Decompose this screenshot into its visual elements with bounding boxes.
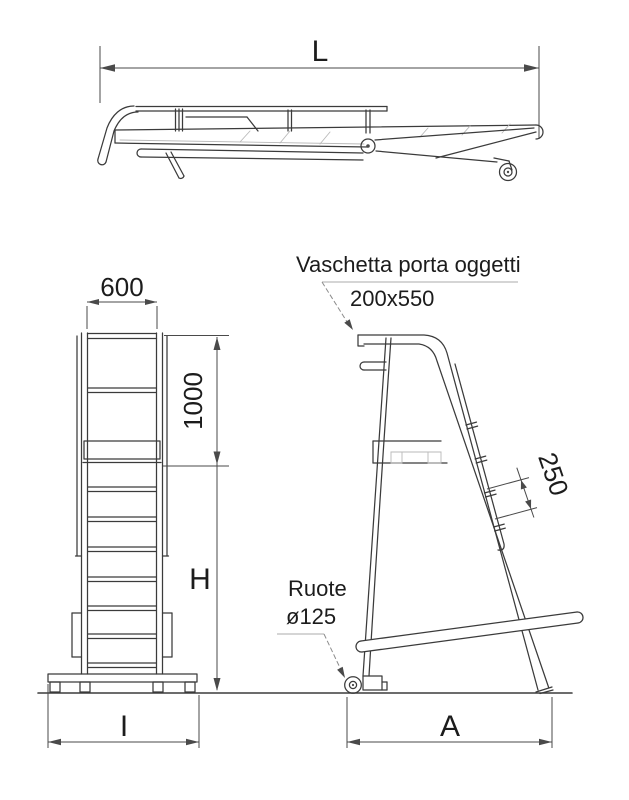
dim-width-600	[87, 272, 157, 329]
dim-label-L: L	[311, 35, 329, 68]
wheels-note-text: Ruote	[288, 576, 347, 601]
note-tray	[296, 252, 521, 330]
dim-label-250: 250	[532, 448, 575, 500]
dim-step-spacing-250	[487, 449, 575, 519]
front-view	[48, 333, 197, 692]
side-wheel	[345, 676, 387, 693]
note-wheels	[277, 576, 347, 678]
dim-label-1000: 1000	[178, 372, 208, 430]
dim-label-600: 600	[100, 272, 144, 302]
dim-total-height-H	[189, 563, 220, 691]
dim-label-H: H	[189, 563, 211, 596]
tray-front	[83, 441, 161, 463]
dim-label-A: A	[439, 710, 461, 743]
front-rungs	[88, 388, 156, 668]
dim-upper-height-1000	[163, 336, 229, 691]
pull-bar	[356, 612, 583, 652]
base	[48, 674, 197, 692]
folded-ladder-view	[98, 106, 543, 181]
tray-note-text: Vaschetta porta oggetti	[296, 252, 521, 277]
dim-label-I: I	[119, 710, 129, 743]
hinge	[361, 139, 375, 153]
folded-wheel	[494, 158, 517, 181]
front-leg	[363, 338, 386, 676]
tray-stub	[360, 362, 386, 370]
dim-depth-A	[347, 697, 552, 748]
side-view	[345, 335, 583, 694]
wheel-diameter-text: ø125	[286, 604, 337, 629]
tray-size-text: 200x550	[350, 286, 435, 311]
dim-overall-length-L	[100, 35, 539, 139]
